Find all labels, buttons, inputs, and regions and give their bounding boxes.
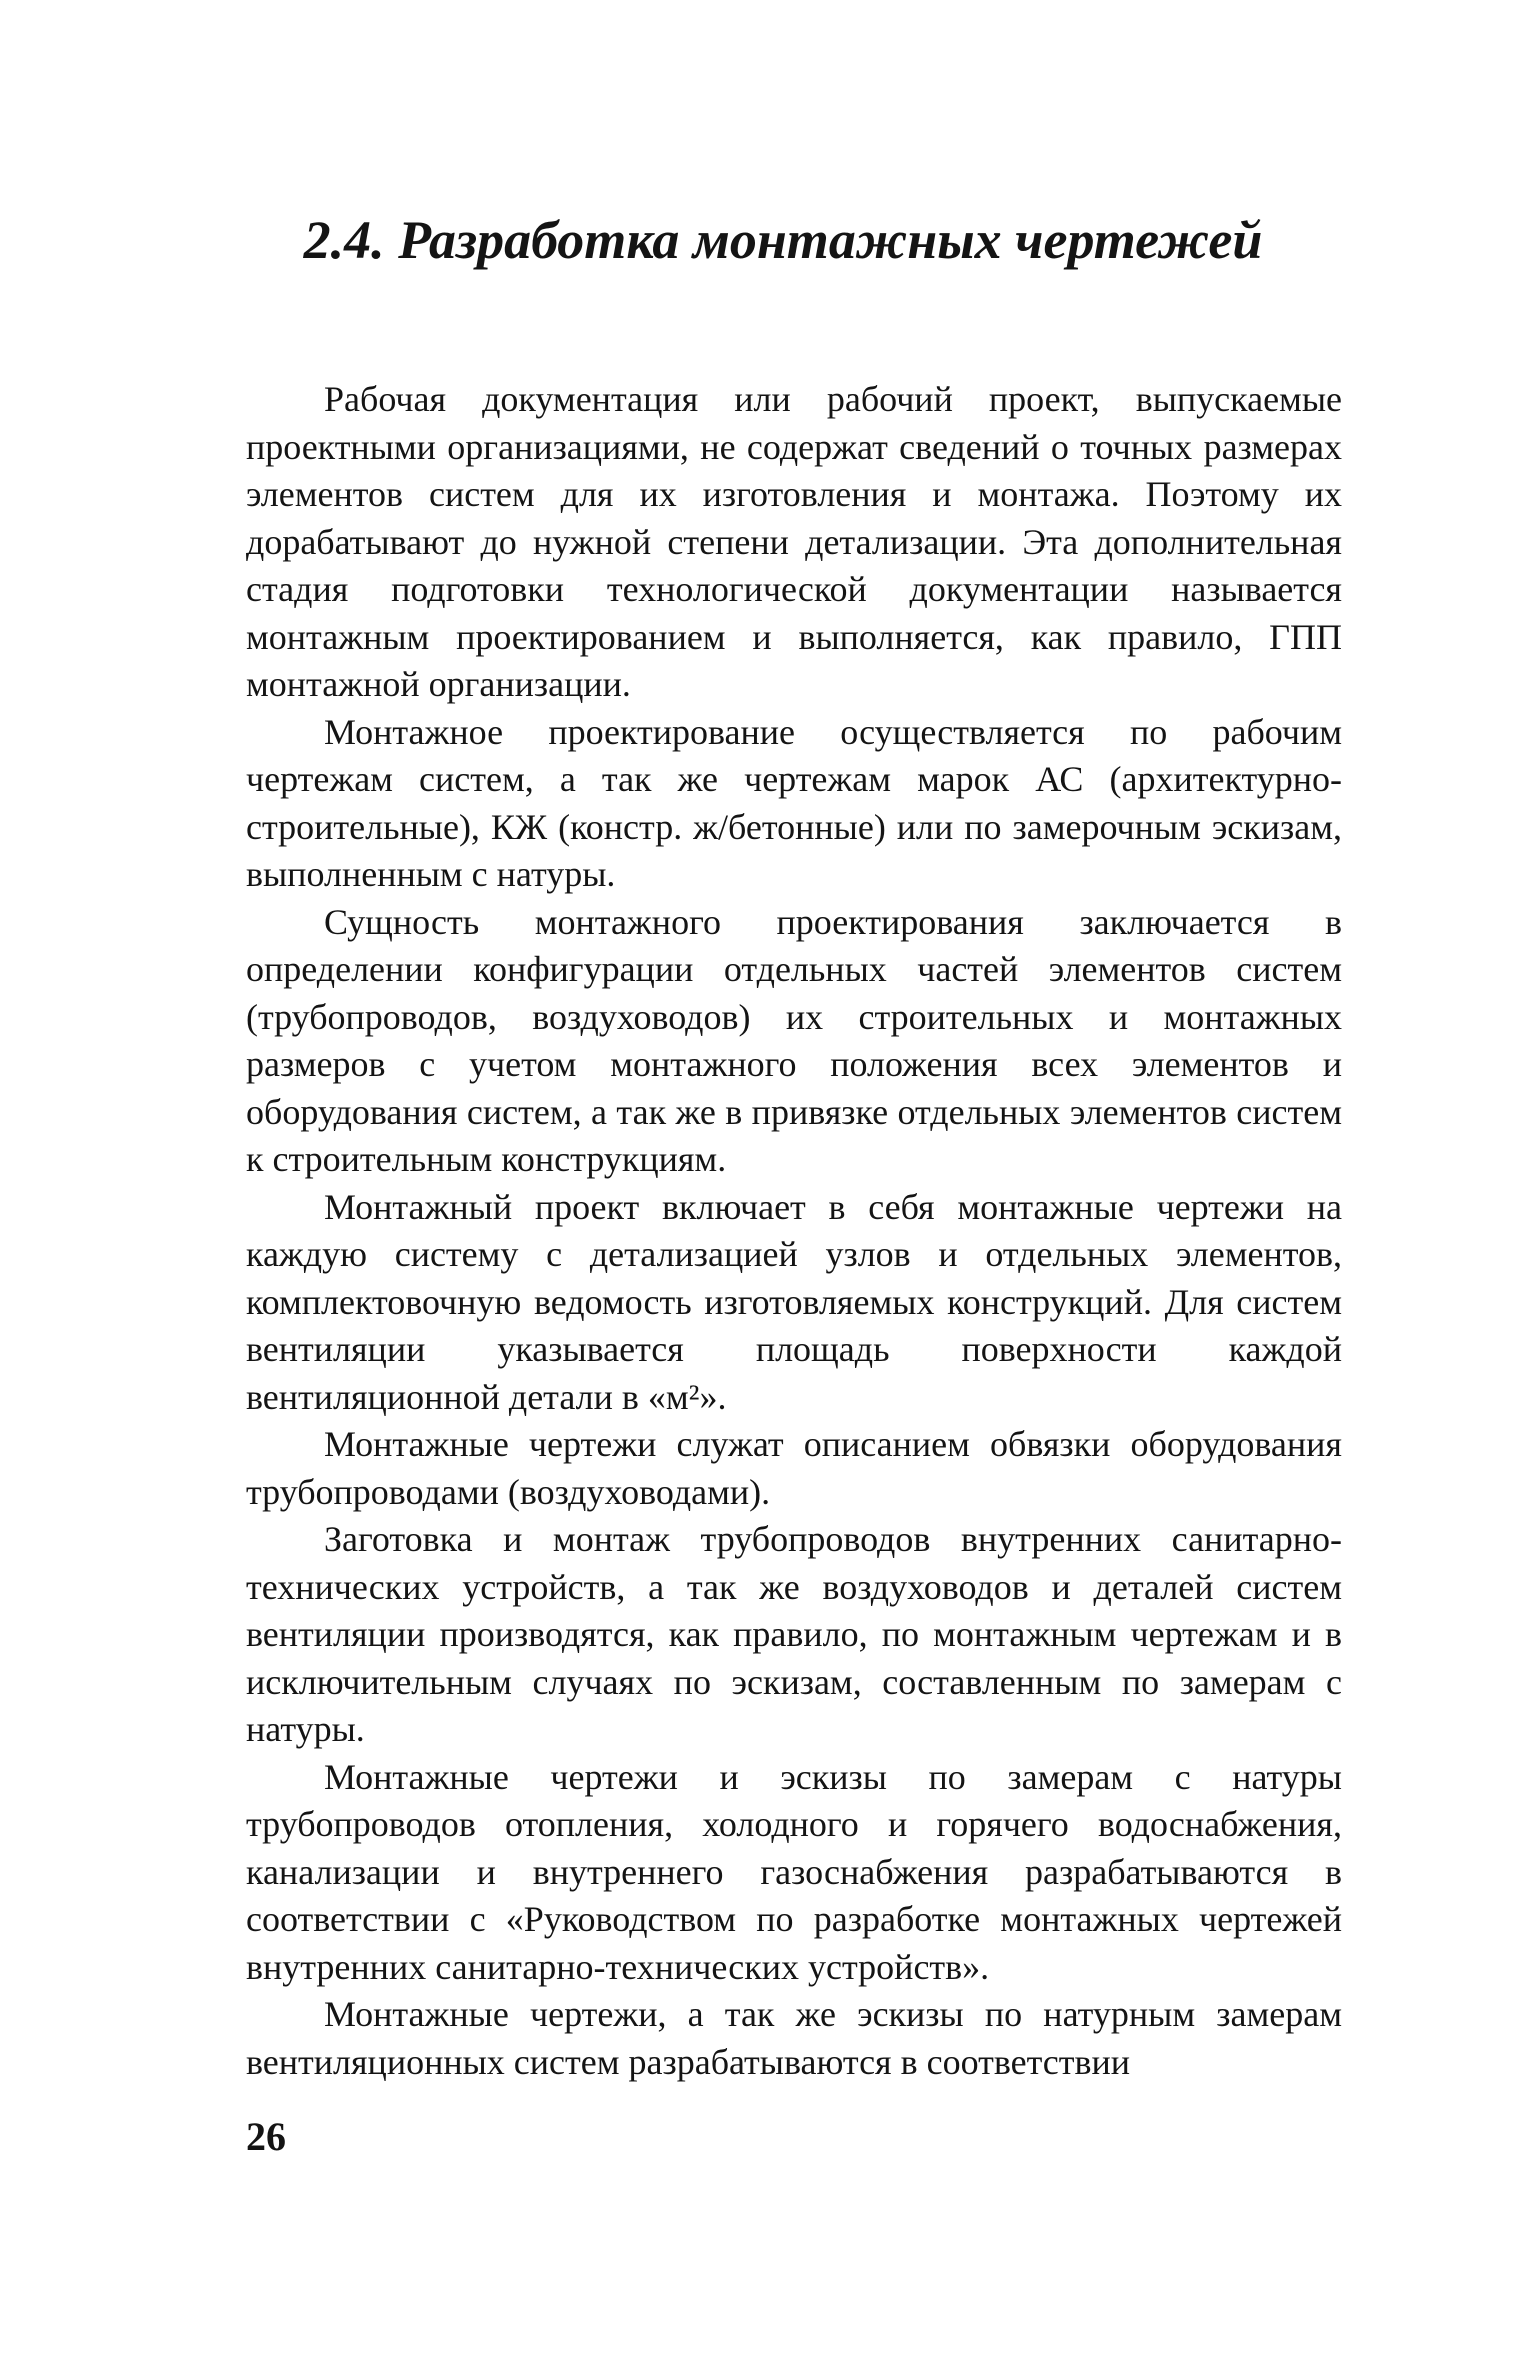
paragraph: Сущность монтажного проектирования заключается в определении конфигурации отдельных частей элементов систем (трубопроводов, воздуховодов) их строительных и монтажных размеров с учетом монтажного положения всех элементов и оборудования систем, а так же в привязке отдельных элементов систем к строительным конструкциям.: [246, 901, 1342, 1179]
paragraph: Монтажный проект включает в себя монтажные чертежи на каждую систему с детализацией узлов и отдельных элементов, комплектовочную ведомость изготовляемых конструкций. Для систем вентиляции указывается площадь поверхности каждой вентиляционной детали в «м²».: [246, 1186, 1342, 1417]
paragraph: Монтажные чертежи, а так же эскизы по натурным замерам вентиляционных систем разрабатываются в соответствии: [246, 1994, 1342, 2082]
body-text: [246, 376, 1342, 2086]
paragraph: Рабочая документация или рабочий проект, выпускаемые проектными организациями, не содержат сведений о точных размерах элементов систем для их изготовления и монтажа. Поэтому их дорабатывают до нужной степени детализации. Эта дополнительная стадия подготовки технологической документации называется монтажным проектированием и выполняется, как правило, ГПП монтажной организации.: [246, 379, 1342, 704]
paragraph: Монтажные чертежи служат описанием обвязки оборудования трубопроводами (воздуховодами).: [246, 1424, 1342, 1512]
section-heading: 2.4. Разработка монтажных чертежей: [303, 210, 1263, 270]
paragraph: Монтажные чертежи и эскизы по замерам с натуры трубопроводов отопления, холодного и горячего водоснабжения, канализации и внутреннего газоснабжения разрабатываются в соответствии с «Руководством по разработке монтажных чертежей внутренних санитарно-технических устройств».: [246, 1756, 1342, 1987]
paragraph: Заготовка и монтаж трубопроводов внутренних санитарно-технических устройств, а так же воздуховодов и деталей систем вентиляции производятся, как правило, по монтажным чертежам и в исключительным случаях по эскизам, составленным по замерам с натуры.: [246, 1519, 1342, 1749]
page-number: 26: [246, 2114, 286, 2159]
paragraph: Монтажное проектирование осуществляется по рабочим чертежам систем, а так же чертежам марок АС (архитектурно-строительные), КЖ (констр. ж/бетонные) или по замерочным эскизам, выполненным с натуры.: [246, 711, 1342, 894]
